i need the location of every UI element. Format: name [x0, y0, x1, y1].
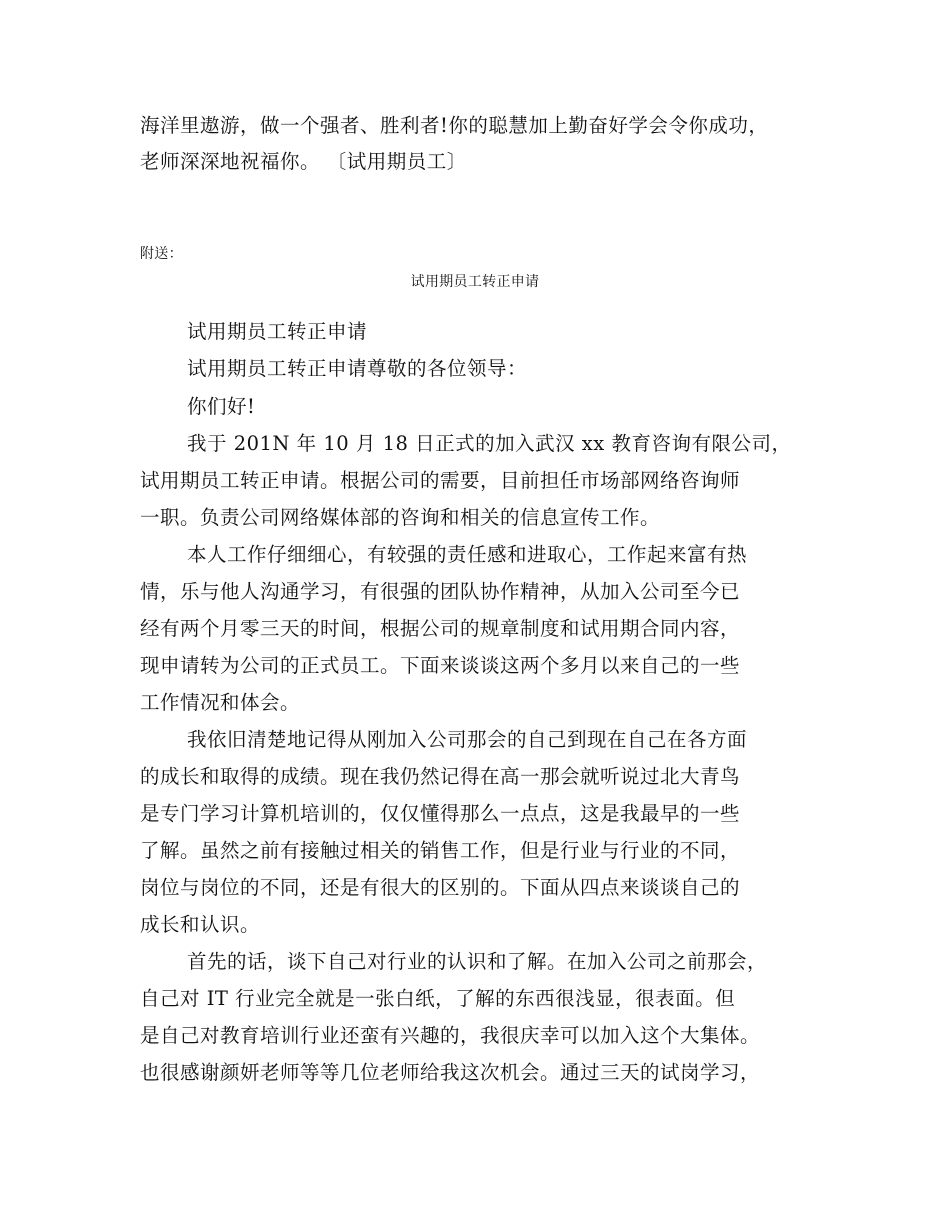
body-line-9: 经有两个月零三天的时间，根据公司的规章制度和试用期合同内容， — [140, 617, 741, 640]
body-line-19: 自己对 IT 行业完全就是一张白纸，了解的东西很浅显，很表面。但 — [140, 987, 736, 1010]
body-line-10: 现申请转为公司的正式员工。下面来谈谈这两个多月以来自己的一些 — [140, 654, 741, 677]
body-line-14: 是专门学习计算机培训的，仅仅懂得那么一点点，这是我最早的一些 — [140, 802, 741, 825]
body-line-17: 成长和认识。 — [140, 913, 261, 936]
body-line-4: 我于 201N 年 10 月 18 日正式的加入武汉 xx 教育咨询有限公司， — [187, 432, 792, 455]
intro-line-1: 海洋里遨游，做一个强者、胜利者!你的聪慧加上勤奋好学会令你成功， — [140, 114, 769, 137]
body-line-16: 岗位与岗位的不同，还是有很大的区别的。下面从四点来谈谈自己的 — [140, 876, 741, 899]
body-line-13: 的成长和取得的成绩。现在我仍然记得在高一那会就听说过北大青鸟 — [140, 765, 741, 788]
body-line-18: 首先的话，谈下自己对行业的认识和了解。在加入公司之前那会， — [187, 950, 768, 973]
body-line-15: 了解。虽然之前有接触过相关的销售工作，但是行业与行业的不同， — [140, 839, 741, 862]
body-line-2: 试用期员工转正申请尊敬的各位领导： — [187, 357, 528, 380]
body-line-21: 也很感谢颜妍老师等等几位老师给我这次机会。通过三天的试岗学习， — [140, 1061, 761, 1084]
body-line-5: 试用期员工转正申请。根据公司的需要，目前担任市场部网络咨询师 — [140, 469, 741, 492]
body-line-8: 情，乐与他人沟通学习，有很强的团队协作精神，从加入公司至今已 — [140, 580, 741, 603]
body-line-12: 我依旧清楚地记得从刚加入公司那会的自己到现在自己在各方面 — [187, 728, 748, 751]
body-line-6: 一职。负责公司网络媒体部的咨询和相关的信息宣传工作。 — [140, 506, 661, 529]
body-line-7: 本人工作仔细细心，有较强的责任感和进取心，工作起来富有热 — [187, 543, 748, 566]
body-line-11: 工作情况和体会。 — [140, 691, 301, 714]
body-line-3: 你们好! — [187, 395, 256, 418]
appendix-heading: 试用期员工转正申请 — [410, 274, 540, 290]
body-line-1: 试用期员工转正申请 — [187, 320, 368, 343]
body-line-20: 是自己对教育培训行业还蛮有兴趣的，我很庆幸可以加入这个大集体。 — [140, 1024, 761, 1047]
intro-line-2: 老师深深地祝福你。 〔试用期员工〕 — [140, 150, 467, 173]
appendix-label: 附送： — [140, 246, 183, 262]
